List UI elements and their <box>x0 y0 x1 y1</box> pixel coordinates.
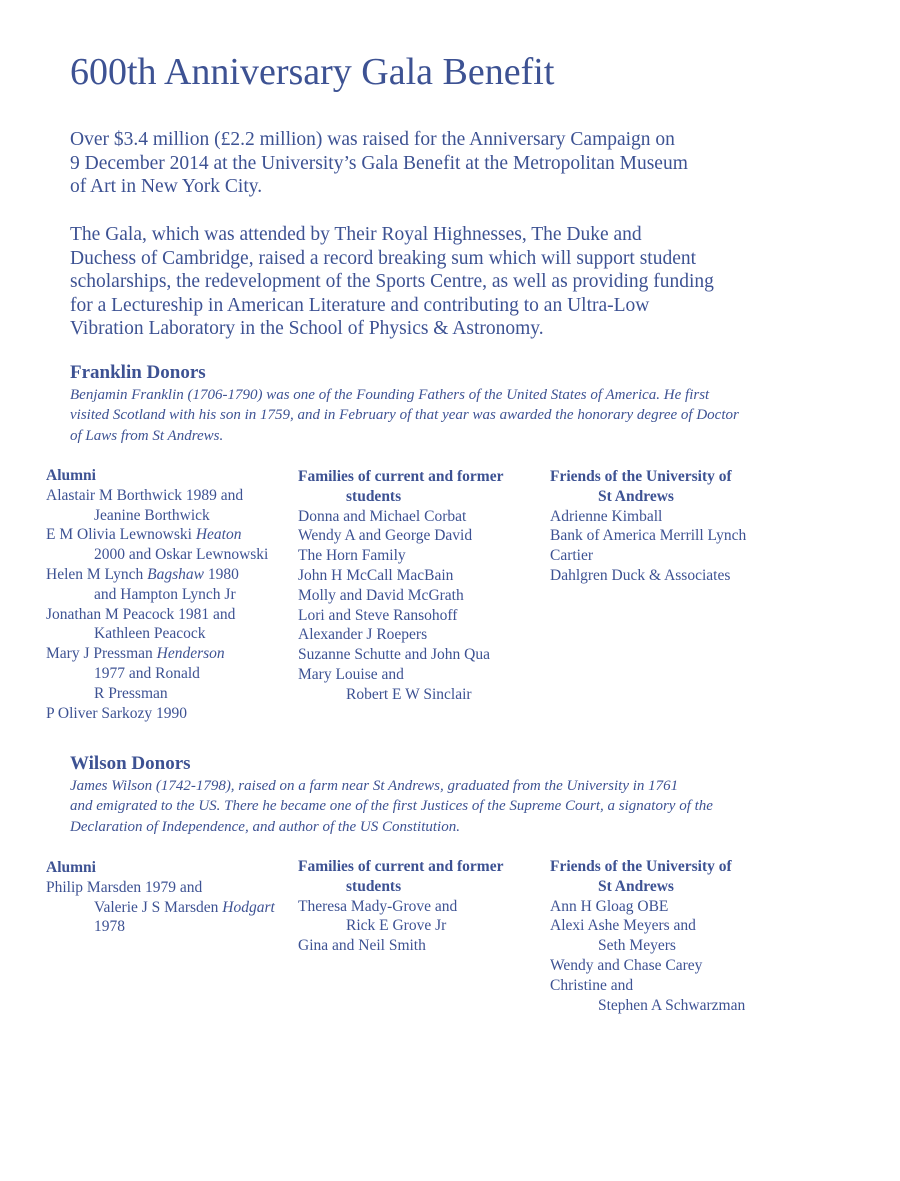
column-heading-line: Families of current and former <box>298 858 504 875</box>
franklin-families-column <box>298 467 562 705</box>
donor-entry-line <box>298 645 562 665</box>
donor-text: Rick E Grove Jr <box>346 917 447 935</box>
donor-entry-line <box>298 566 562 586</box>
donor-entry-line <box>550 897 814 917</box>
column-heading <box>46 858 310 878</box>
donor-entry-line <box>46 878 310 898</box>
wilson-friends-column <box>550 857 814 1015</box>
donor-entry-line <box>298 936 562 956</box>
donor-entry-line <box>550 526 814 546</box>
donor-text: Mary J Pressman <box>46 645 157 663</box>
donor-entry-line <box>94 898 310 918</box>
description-line: of Laws from St Andrews. <box>70 427 224 444</box>
donor-text: Theresa Mady-Grove and <box>298 897 458 915</box>
intro-line: 9 December 2014 at the University’s Gala Benefit at the Metropolitan Museum <box>70 152 688 174</box>
donor-entry <box>550 916 814 956</box>
donor-text: Christine and <box>550 976 634 994</box>
donor-entry-line <box>94 585 310 605</box>
donor-text: 2000 and Oskar Lewnowski <box>94 546 269 564</box>
donor-text: Alexi Ashe Meyers and <box>550 917 696 935</box>
donor-entry <box>298 566 562 586</box>
donor-entry-line <box>46 605 310 625</box>
section-description-wilson <box>70 776 830 837</box>
donor-entry <box>550 897 814 917</box>
donor-text: Jonathan M Peacock 1981 and <box>46 605 236 623</box>
donor-entry-line <box>550 566 814 586</box>
column-heading-line: students <box>346 877 402 895</box>
donor-text: Suzanne Schutte and John Qua <box>298 646 490 664</box>
column-heading-line: Alumni <box>46 467 96 484</box>
maiden-name: Henderson <box>156 645 225 663</box>
donor-entry-line <box>550 546 814 566</box>
donor-entry <box>550 546 814 566</box>
intro-line: Over $3.4 million (£2.2 million) was raised for the Anniversary Campaign on <box>70 129 675 150</box>
donor-entry-line <box>298 586 562 606</box>
donor-entry <box>46 525 310 565</box>
donor-text: P Oliver Sarkozy 1990 <box>46 704 188 722</box>
donor-entry <box>550 566 814 586</box>
donor-entry-line <box>346 685 562 705</box>
donor-text: John H McCall MacBain <box>298 566 454 584</box>
maiden-name: Heaton <box>195 526 242 544</box>
column-heading-line: Families of current and former <box>298 468 504 485</box>
intro-line: Duchess of Cambridge, raised a record breaking sum which will support student <box>70 247 697 269</box>
donor-entry-line <box>550 916 814 936</box>
donor-text: R Pressman <box>94 684 168 702</box>
donor-text: Adrienne Kimball <box>550 507 663 525</box>
donor-text: Bank of America Merrill Lynch <box>550 527 747 545</box>
donor-entry-line <box>598 996 814 1016</box>
column-heading-line: Alumni <box>46 859 96 876</box>
donor-entry <box>46 644 310 703</box>
donor-entry-line <box>46 704 310 724</box>
franklin-friends-column <box>550 467 814 586</box>
donor-text: Molly and David McGrath <box>298 586 464 604</box>
column-heading-line: St Andrews <box>598 487 674 505</box>
intro-line: of Art in New York City. <box>70 176 263 197</box>
donor-entry-line <box>94 545 310 565</box>
donor-entry-line <box>46 565 310 585</box>
donor-entry-line <box>550 976 814 996</box>
donor-entry-line <box>298 625 562 645</box>
donor-entry <box>298 897 562 937</box>
donor-entry <box>298 936 562 956</box>
section-title-franklin: Franklin Donors <box>70 362 206 383</box>
section-title-wilson: Wilson Donors <box>70 753 191 774</box>
donor-entry <box>46 565 310 605</box>
donor-entry-line <box>298 526 562 546</box>
donor-entry <box>46 878 310 937</box>
donor-entry-line <box>46 644 310 664</box>
donor-entry-line <box>298 546 562 566</box>
page-title: 600th Anniversary Gala Benefit <box>70 51 555 93</box>
donor-text: Alastair M Borthwick 1989 and <box>46 486 244 504</box>
donor-text: Wendy A and George David <box>298 527 473 545</box>
column-heading <box>298 857 562 897</box>
donor-text: and Hampton Lynch Jr <box>94 585 236 603</box>
donor-entry-line <box>94 917 310 937</box>
column-heading <box>550 857 814 897</box>
donor-entry-line <box>46 486 310 506</box>
intro-line: for a Lectureship in American Literature and contributing to an Ultra-Low <box>70 294 650 316</box>
column-heading <box>550 467 814 507</box>
donor-text: Donna and Michael Corbat <box>298 507 467 525</box>
wilson-families-column <box>298 857 562 956</box>
column-heading <box>46 466 310 486</box>
donor-text: Jeanine Borthwick <box>94 506 210 524</box>
donor-text: Dahlgren Duck & Associates <box>550 566 731 584</box>
donor-entry <box>298 645 562 665</box>
donor-entry-line <box>94 664 310 684</box>
donor-entry-line <box>298 665 562 685</box>
column-heading-line: St Andrews <box>598 877 674 895</box>
donor-text: Valerie J S Marsden <box>94 898 223 916</box>
donor-text: Ann H Gloag OBE <box>550 897 669 915</box>
donor-entry <box>550 956 814 976</box>
description-line: Benjamin Franklin (1706-1790) was one of the Founding Fathers of the United States of America. He first <box>70 387 710 403</box>
donor-text: Philip Marsden 1979 and <box>46 878 203 896</box>
donor-entry-line <box>298 507 562 527</box>
column-heading <box>298 467 562 507</box>
donor-entry-line <box>298 606 562 626</box>
donor-entry-line <box>94 506 310 526</box>
description-line: James Wilson (1742-1798), raised on a farm near St Andrews, graduated from the University in 1761 <box>70 778 679 794</box>
donor-entry <box>550 526 814 546</box>
donor-entry-line <box>550 956 814 976</box>
intro-paragraph-1 <box>70 128 820 199</box>
donor-entry <box>298 665 562 705</box>
donor-text: Helen M Lynch <box>46 565 148 583</box>
donor-entry <box>298 625 562 645</box>
donor-text: Stephen A Schwarzman <box>598 996 746 1014</box>
donor-text: E M Olivia Lewnowski <box>46 526 196 544</box>
donor-entry-line <box>94 624 310 644</box>
donor-entry-line <box>346 916 562 936</box>
description-line: Declaration of Independence, and author of the US Constitution. <box>70 818 460 835</box>
column-heading-line: students <box>346 487 402 505</box>
donor-entry <box>298 526 562 546</box>
donor-text: Lori and Steve Ransohoff <box>298 606 458 624</box>
donor-text: Gina and Neil Smith <box>298 937 426 955</box>
column-heading-line: Friends of the University of <box>550 858 732 875</box>
donor-text: 1980 <box>204 565 239 583</box>
donor-entry <box>298 546 562 566</box>
donor-text: Wendy and Chase Carey <box>550 956 703 974</box>
donor-entry <box>298 586 562 606</box>
donor-entry <box>550 507 814 527</box>
description-line: and emigrated to the US. There he became one of the first Justices of the Supreme Court, a signatory of the <box>70 798 713 815</box>
donor-entry-line <box>298 897 562 917</box>
donor-entry <box>550 976 814 1016</box>
donor-text: Kathleen Peacock <box>94 625 206 643</box>
donor-entry-line <box>598 936 814 956</box>
donor-entry <box>46 704 310 724</box>
donor-entry <box>46 605 310 645</box>
donor-text: 1977 and Ronald <box>94 664 200 682</box>
intro-line: scholarships, the redevelopment of the Sports Centre, as well as providing funding <box>70 271 714 292</box>
donor-text: 1978 <box>94 918 125 936</box>
donor-text: Alexander J Roepers <box>298 626 428 644</box>
donor-text: Mary Louise and <box>298 665 404 683</box>
section-description-franklin <box>70 385 830 446</box>
column-heading-line: Friends of the University of <box>550 468 732 485</box>
donor-text: The Horn Family <box>298 547 406 565</box>
donor-entry-line <box>46 525 310 545</box>
donor-entry <box>298 606 562 626</box>
maiden-name: Bagshaw <box>147 565 205 583</box>
donor-entry <box>298 507 562 527</box>
intro-paragraph-2 <box>70 223 820 341</box>
donor-text: Seth Meyers <box>598 937 676 955</box>
donor-entry <box>46 486 310 526</box>
franklin-alumni-column <box>46 466 310 723</box>
description-line: visited Scotland with his son in 1759, and in February of that year was awarded the honorary degree of Doctor <box>70 407 739 424</box>
donor-text: Cartier <box>550 547 594 565</box>
donor-text: Robert E W Sinclair <box>346 685 472 703</box>
maiden-name: Hodgart <box>222 898 275 916</box>
intro-line: The Gala, which was attended by Their Royal Highnesses, The Duke and <box>70 224 642 245</box>
donor-entry-line <box>94 684 310 704</box>
wilson-alumni-column <box>46 858 310 937</box>
donor-entry-line <box>550 507 814 527</box>
intro-line: Vibration Laboratory in the School of Physics & Astronomy. <box>70 318 544 339</box>
